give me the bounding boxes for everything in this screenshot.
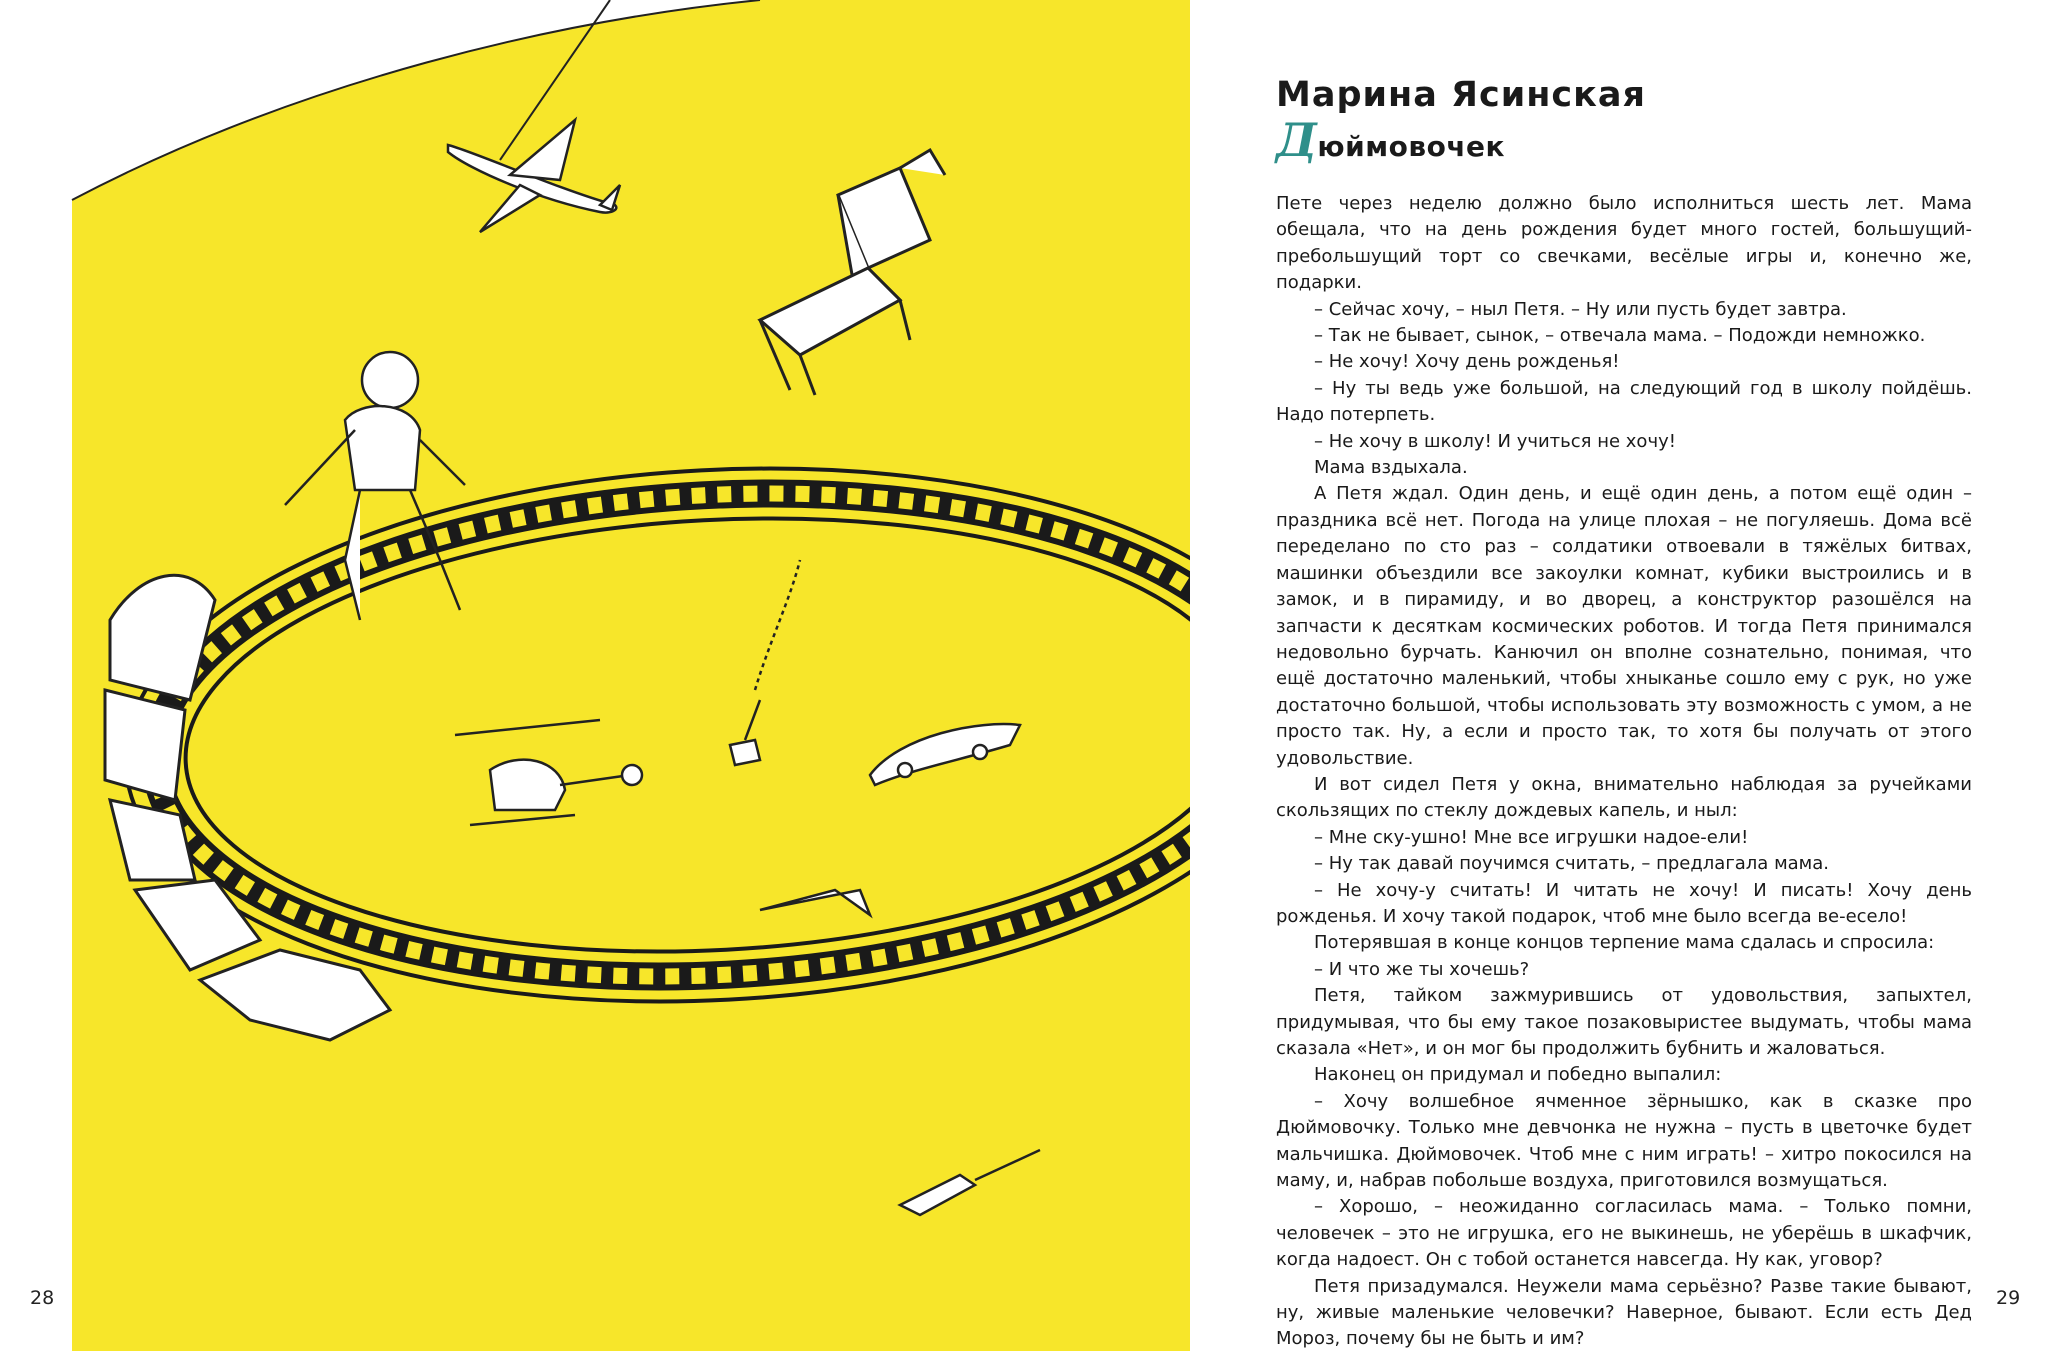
paragraph: – Ну так давай поучимся считать, – предлагала мама. — [1314, 853, 1830, 875]
paragraph: Наконец он придумал и победно выпалил: — [1314, 1064, 1722, 1086]
paragraph: Мама вздыхала. — [1314, 457, 1468, 479]
paragraph: – Сейчас хочу, – ныл Петя. – Ну или пусть будет завтра. — [1314, 298, 1847, 320]
paragraph: – Хорошо, – неожиданно согласилась мама. – Только помни, человечек – это не игрушка, его не выкинешь, не уберёшь в шкафчик, когда надоест. Он с тобой останется навсегда. Ну как, уговор? — [1276, 1196, 1972, 1271]
paragraph: – Не хочу в школу! И учиться не хочу! — [1314, 430, 1676, 452]
story-title — [1276, 113, 1972, 167]
paragraph: Петя призадумался. Неужели мама серьёзно? Разве такие бывают, ну, живые маленькие человечки? Наверное, бывают. Если есть Дед Мороз, почему бы не быть и им? — [1276, 1275, 1972, 1350]
paragraph: А Петя ждал. Один день, и ещё один день, а потом ещё один – праздника всё нет. Погода на улице плохая – не погуляешь. Дома всё переделано по сто раз – солдатики отвоевали в тяжёлых битвах, машинки объездили все закоулки комнат, кубики выстроились и в замок, и в пирамиду, и во дворец, а конструктор разошёлся на запчасти к десяткам космических роботов. И тогда Петя принимался недовольно бурчать. Канючил он вполне сознательно, понимая, что ещё достаточно маленький, чтобы хныканье сошло ему с рук, но уже достаточно большой, чтобы использовать эту возможность с умом, а не просто так. Ну, а если и просто так, то хотя бы получать от этого удовольствие. — [1276, 483, 1972, 769]
paragraph: Потерявшая в конце концов терпение мама сдалась и спросила: — [1314, 932, 1935, 954]
paragraph: – Ну ты ведь уже большой, на следующий год в школу пойдёшь. Надо потерпеть. — [1276, 377, 1972, 426]
paragraph: Пете через неделю должно было исполниться шесть лет. Мама обещала, что на день рождения будет много гостей, большущий-пребольшущий торт со свечками, весёлые игры и, конечно же, подарки. — [1276, 193, 1972, 294]
author-name: Марина Ясинская — [1276, 75, 1647, 115]
paragraph: Петя, тайком зажмурившись от удовольствия, запыхтел, придумывая, что бы ему такое позаковыристее выдумать, чтобы мама сказала «Нет», и он мог бы продолжить бубнить и жаловаться. — [1276, 985, 1972, 1059]
text-column — [1276, 74, 1972, 1353]
paragraph: – Хочу волшебное ячменное зёрнышко, как в сказке про Дюймовочку. Только мне девчонка не нужна – пусть в цветочке будет мальчишка. Дюймовочек. Чтоб мне с ним играть! – хитро покосился на маму, и, набрав побольше воздуха, приготовился возмущаться. — [1276, 1090, 1972, 1192]
paragraph: И вот сидел Петя у окна, внимательно наблюдая за ручейками скользящих по стеклу дождевых капель, и ныл: — [1276, 773, 1972, 822]
paragraph: – Не хочу-у считать! И читать не хочу! И писать! Хочу день рожденья. И хочу такой подарок, чтоб мне было всегда ве-есело! — [1276, 879, 1972, 927]
story-body — [1276, 191, 1972, 1353]
page-number-right: 29 — [1996, 1287, 2021, 1309]
paragraph: – Мне ску-ушно! Мне все игрушки надое-ели! — [1314, 826, 1749, 848]
paragraph: – И что же ты хочешь? — [1314, 958, 1530, 980]
page-number-left: 28 — [30, 1287, 55, 1309]
paragraph: – Не хочу! Хочу день рожденья! — [1314, 351, 1620, 373]
title-initial: Д — [1276, 113, 1318, 167]
title-rest: юймовочек — [1317, 130, 1506, 163]
paragraph: – Так не бывает, сынок, – отвечала мама. – Подожди немножко. — [1314, 325, 1926, 347]
